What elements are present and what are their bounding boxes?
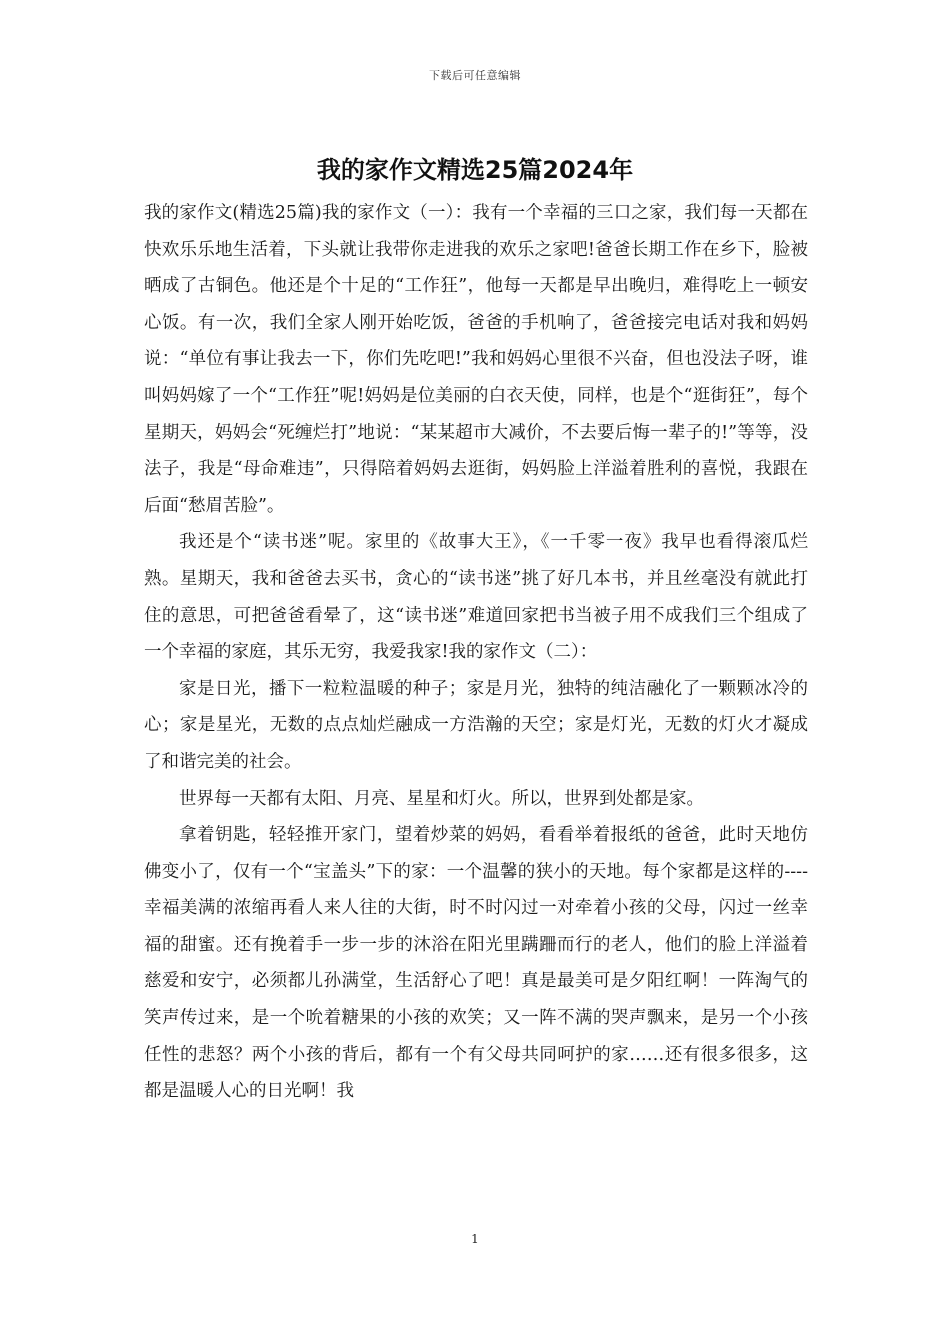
paragraph-4: 世界每一天都有太阳、月亮、星星和灯火。所以，世界到处都是家。	[179, 788, 704, 809]
paragraph-1: 我的家作文(精选25篇)我的家作文（一）：我有一个幸福的三口之家，我们每一天都在快欢乐乐地生活着，下头就让我带你走进我的欢乐之家吧!爸爸长期工作在乡下，脸被晒成了古铜色。他还是个十足的“工作狂”，他每一天都是早出晚归，难得吃上一顿安心饭。有一次，我们全家人刚开始吃饭，爸爸的手机响了，爸爸接完电话对我和妈妈说：“单位有事让我去一下，你们先吃吧!”我和妈妈心里很不兴奋，但也没法子呀，谁叫妈妈嫁了一个“工作狂”呢!妈妈是位美丽的白衣天使，同样，也是个“逛街狂”，每个星期天，妈妈会“死缠烂打”地说：“某某超市大减价，不去要后悔一辈子的!”等等，没法子，我是“母命难违”，只得陪着妈妈去逛街，妈妈脸上洋溢着胜利的喜悦，我跟在后面“愁眉苦脸”。	[144, 203, 808, 516]
paragraph-5: 拿着钥匙，轻轻推开家门，望着炒菜的妈妈，看看举着报纸的爸爸，此时天地仿佛变小了，仅有一个“宝盖头”下的家：一个温馨的狭小的天地。每个家都是这样的----幸福美满的浓缩再看人来人往的大街，时不时闪过一对牵着小孩的父母，闪过一丝幸福的甜蜜。还有挽着手一步一步的沐浴在阳光里蹒跚而行的老人，他们的脸上洋溢着慈爱和安宁，必须都儿孙满堂，生活舒心了吧！真是最美可是夕阳红啊！一阵淘气的笑声传过来，是一个吮着糖果的小孩的欢笑；又一阵不满的哭声飘来，是另一个小孩任性的悲怒？两个小孩的背后，都有一个有父母共同呵护的家……还有很多很多，这都是温暖人心的日光啊！我	[144, 825, 808, 1102]
paragraph-3: 家是日光，播下一粒粒温暖的种子；家是月光，独特的纯洁融化了一颗颗冰冷的心；家是星光，无数的点点灿烂融成一方浩瀚的天空；家是灯光，无数的灯火才凝成了和谐完美的社会。	[144, 678, 808, 772]
page-number: 1	[471, 1232, 479, 1246]
page-header-note: 下载后可任意编辑	[429, 69, 521, 82]
paragraph-2: 我还是个“读书迷”呢。家里的《故事大王》，《一千零一夜》我早也看得滚瓜烂熟。星期天，我和爸爸去买书，贪心的“读书迷”挑了好几本书，并且丝毫没有就此打住的意思，可把爸爸看晕了，这“读书迷”难道回家把书当被子用不成我们三个组成了一个幸福的家庭，其乐无穷，我爱我家!我的家作文（二）：	[144, 532, 808, 663]
document-body	[144, 195, 808, 1110]
document-title: 我的家作文精选25篇2024年	[316, 156, 634, 184]
